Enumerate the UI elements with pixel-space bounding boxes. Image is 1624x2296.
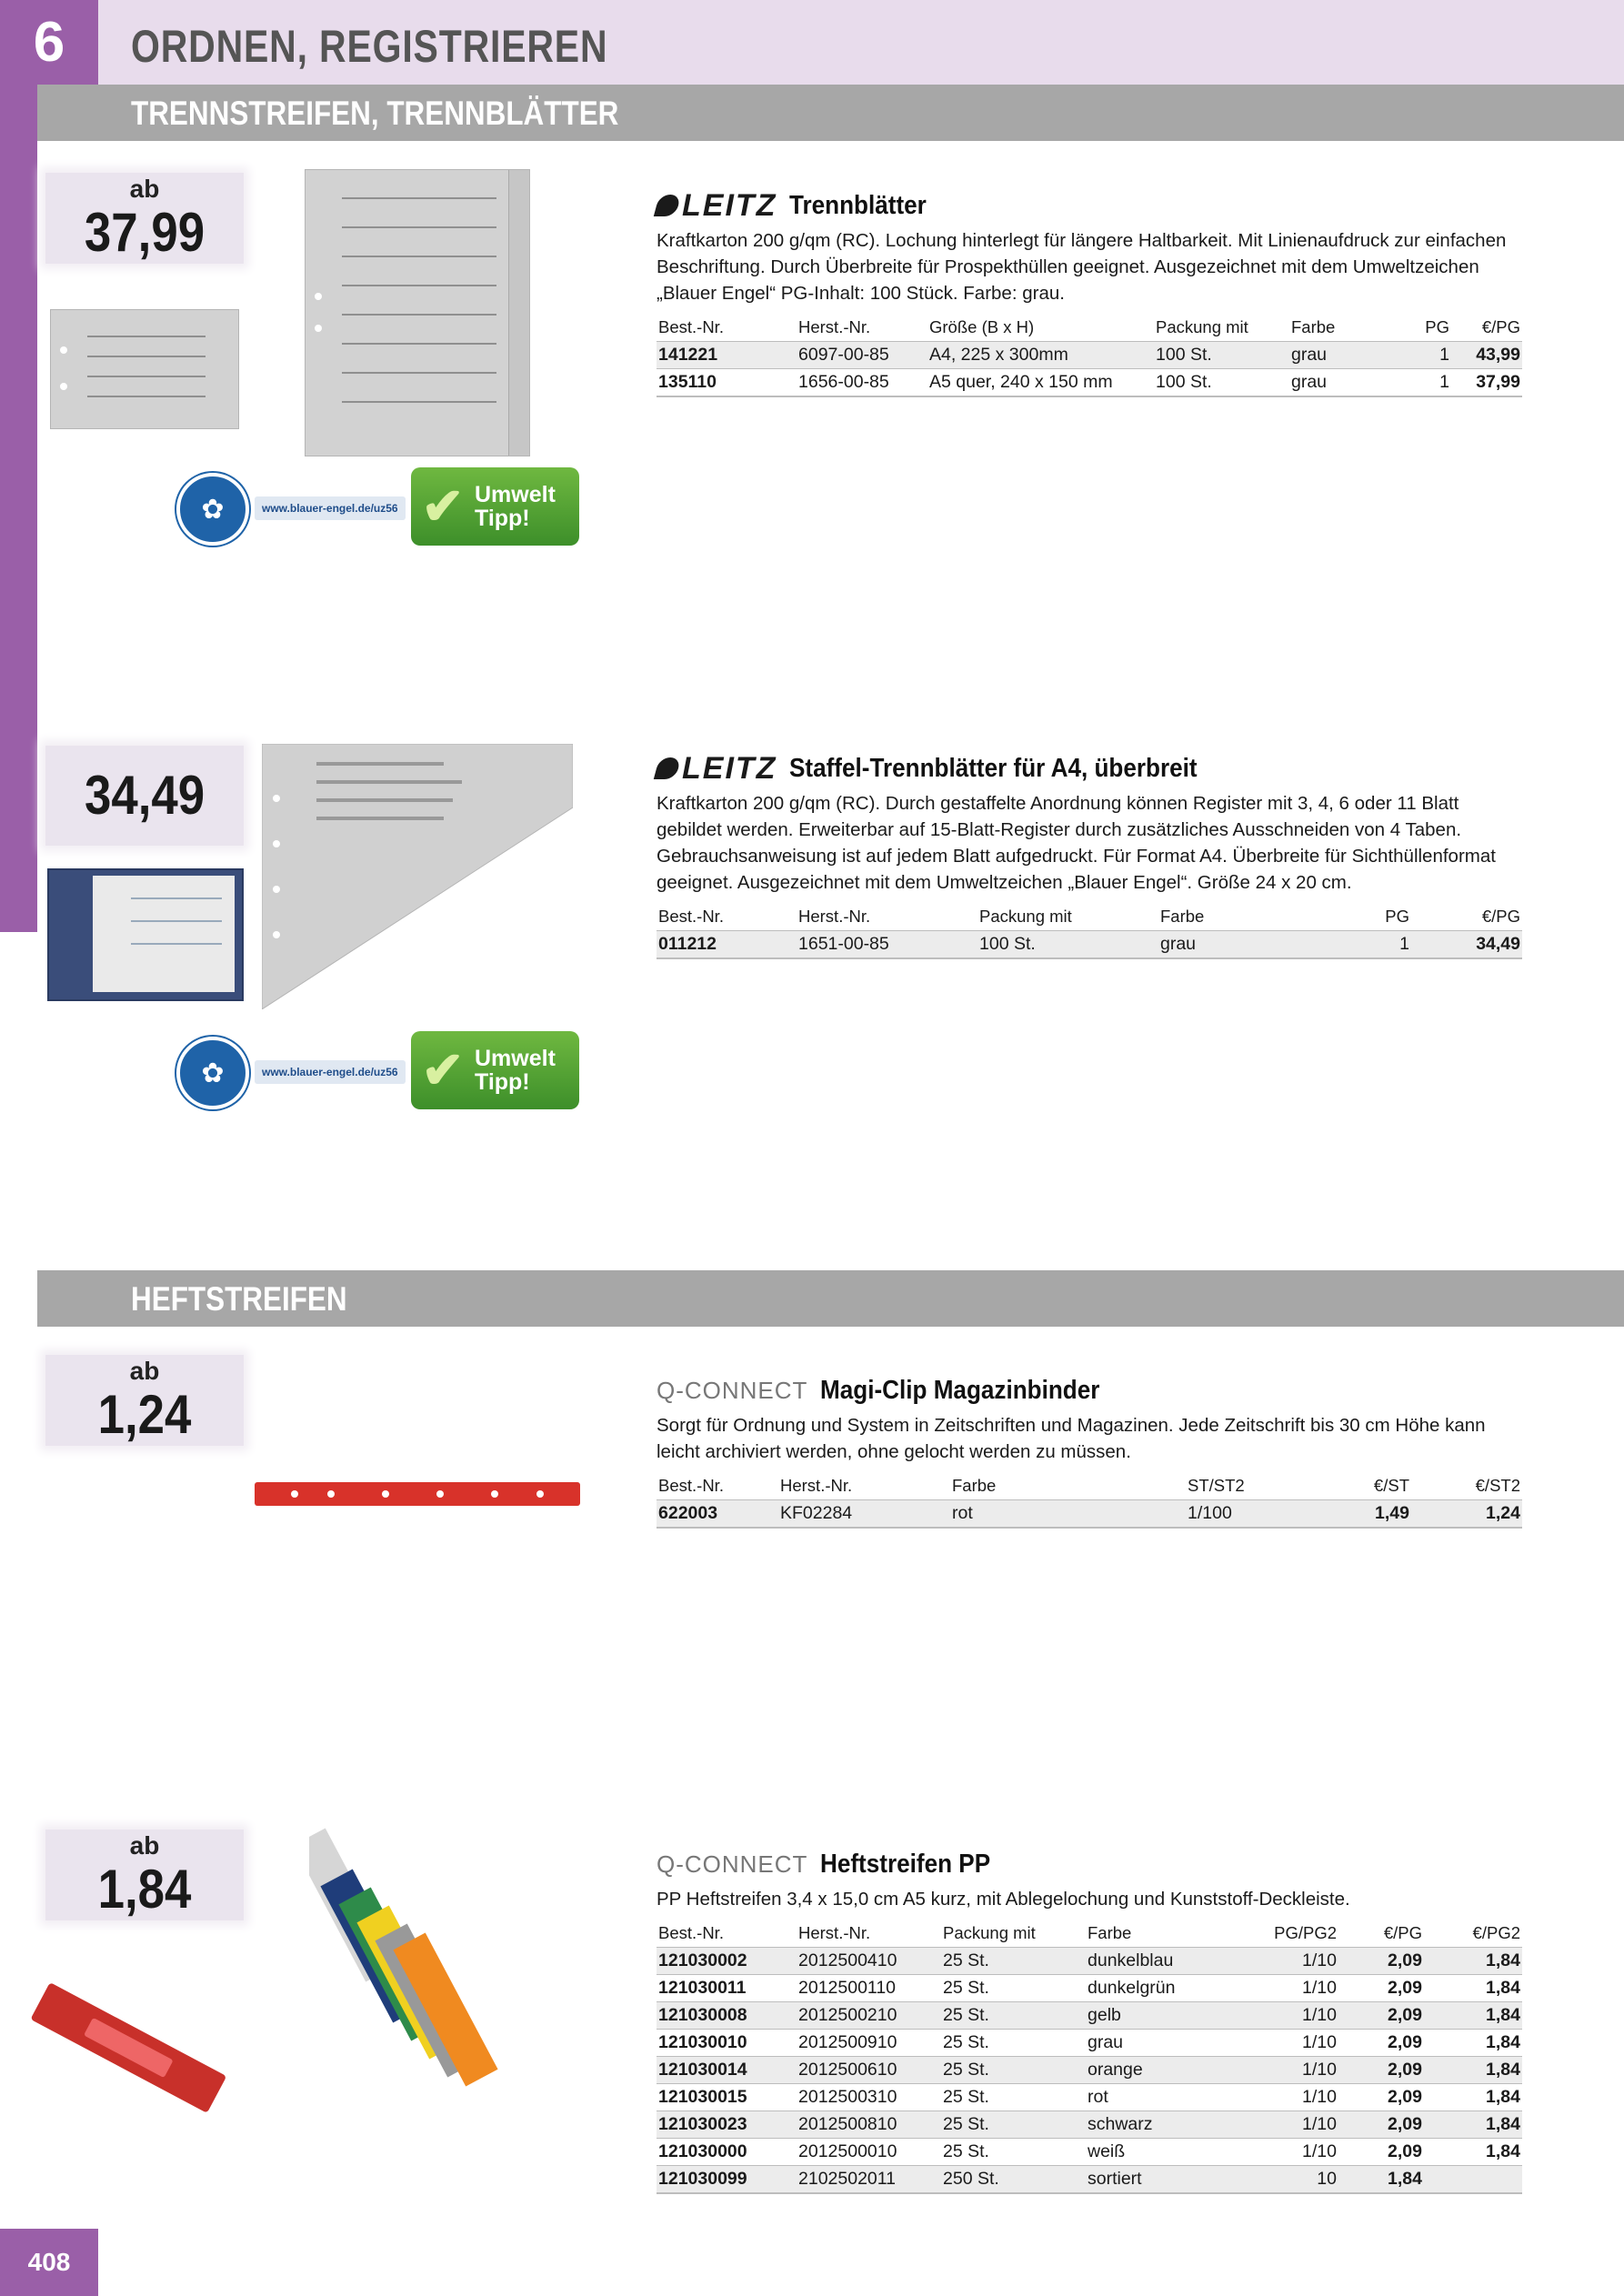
brand-logo-qconnect [657,1850,807,1879]
col-header: PG [1425,317,1449,336]
price-badge-2 [45,746,244,846]
col-header: Farbe [1160,907,1205,926]
product-name: Magi-Clip Magazinbinder [820,1375,1100,1405]
table-row [657,2057,1522,2084]
product-name: Trennblätter [789,190,927,220]
table-row [657,2111,1522,2139]
cell: 1/10 [1271,2139,1338,2166]
product-table [657,1920,1522,2194]
col-header: €/PG [1383,1923,1422,1942]
cell: 2012500610 [797,2057,941,2084]
cell: sortiert [1086,2166,1271,2194]
cell: 1/10 [1271,2084,1338,2111]
cell: 100 St. [1154,342,1289,369]
col-header: €/ST [1373,1476,1409,1495]
price-badge-4 [45,1830,244,1920]
cell: dunkelgrün [1086,1975,1271,2002]
table-row [657,1975,1522,2002]
cell: 1/10 [1271,2057,1338,2084]
product-image-magi-clip [255,1482,580,1506]
price-prefix: ab [129,1831,160,1860]
cell: rot [1086,2084,1271,2111]
brand-logo-leitz [657,188,777,224]
price-value: 34,49 [84,765,206,826]
cell: 2,09 [1338,2111,1424,2139]
cell: 141221 [657,342,797,369]
cell: 25 St. [941,2030,1086,2057]
cell: 6097-00-85 [797,342,927,369]
col-header: Herst.-Nr. [798,317,871,336]
section-title-heftstreifen: HEFTSTREIFEN [131,1280,347,1318]
table-row [657,1948,1522,1975]
cell: 37,99 [1451,369,1522,397]
price-value: 1,24 [97,1384,192,1445]
cell: A4, 225 x 300mm [927,342,1154,369]
cell: 2,09 [1338,2084,1424,2111]
product-trennblaetter [657,187,1522,397]
umwelt-line2: Tipp! [475,506,530,531]
cell: 135110 [657,369,797,397]
table-row [657,2139,1522,2166]
table-row [657,2166,1522,2194]
cell: 25 St. [941,1975,1086,2002]
price-value: 1,84 [97,1859,192,1920]
cell: 100 St. [1154,369,1289,397]
table-row [657,931,1522,959]
cell: 1 [1393,342,1451,369]
chapter-side-bar [0,0,37,932]
cell: 1,84 [1424,2111,1522,2139]
blauer-engel-url: www.blauer-engel.de/uz56 [255,1060,406,1084]
cell: grau [1158,931,1371,959]
col-header: €/ST2 [1475,1476,1520,1495]
cell: 2012500010 [797,2139,941,2166]
blauer-engel-url: www.blauer-engel.de/uz56 [255,496,406,520]
cell: 2102502011 [797,2166,941,2194]
cell: 1,49 [1308,1500,1411,1529]
cell: 25 St. [941,1948,1086,1975]
umwelt-line2: Tipp! [475,1069,530,1095]
umwelt-line1: Umwelt [475,1046,556,1071]
col-header: Packung mit [943,1923,1036,1942]
cell: 121030010 [657,2030,797,2057]
cell: 25 St. [941,2111,1086,2139]
brand-logo-qconnect [657,1377,807,1405]
cell: 1656-00-85 [797,369,927,397]
table-row [657,342,1522,369]
cell: weiß [1086,2139,1271,2166]
blauer-engel-icon: ✿ [176,473,249,546]
price-prefix: ab [129,175,160,203]
cell: 1/10 [1271,1975,1338,2002]
table-row [657,2030,1522,2057]
product-name: Staffel-Trennblätter für A4, überbreit [789,753,1198,783]
cell: 1/10 [1271,1948,1338,1975]
cell: KF02284 [778,1500,950,1529]
price-prefix: ab [129,1357,160,1385]
brand-text: Q-CONNECT [657,1850,808,1878]
col-header: Herst.-Nr. [798,907,871,926]
col-header: €/PG [1481,907,1520,926]
product-table [657,903,1522,959]
cell: 121030015 [657,2084,797,2111]
cell: 622003 [657,1500,778,1529]
col-header: PG [1385,907,1409,926]
cell: schwarz [1086,2111,1271,2139]
price-badge-1 [45,173,244,264]
cell: 2012500410 [797,1948,941,1975]
product-magi-clip [657,1372,1522,1529]
cell: gelb [1086,2002,1271,2030]
price-badge-3 [45,1355,244,1446]
umwelt-tipp-badge [411,1031,579,1109]
product-image-a5-divider [50,309,239,429]
cell: 121030008 [657,2002,797,2030]
product-image-staffel-sheet [262,744,573,1009]
product-table [657,1472,1522,1529]
cell: 2,09 [1338,2002,1424,2030]
cell: orange [1086,2057,1271,2084]
product-image-binder [47,868,244,1001]
cell: 1 [1393,369,1451,397]
cell: A5 quer, 240 x 150 mm [927,369,1154,397]
cell: 1/10 [1271,2030,1338,2057]
product-image-heftstreifen-colors [309,1828,518,2100]
chapter-number: 6 [0,0,98,85]
cell: 1,84 [1424,2084,1522,2111]
cell: 1,84 [1424,2139,1522,2166]
cell: 1,24 [1411,1500,1522,1529]
cell: 1,84 [1424,1948,1522,1975]
col-header: Best.-Nr. [658,907,724,926]
product-description: Sorgt für Ordnung und System in Zeitschriften und Magazinen. Jede Zeitschrift bis 30 cm Höhe kann leicht archiviert werden, ohne gelocht werden zu müssen. [657,1415,1486,1462]
brand-text: LEITZ [682,187,777,223]
cell: 1/10 [1271,2002,1338,2030]
cell: 250 St. [941,2166,1086,2194]
table-row [657,1500,1522,1529]
cell: rot [950,1500,1186,1529]
product-table [657,314,1522,397]
blauer-engel-icon: ✿ [176,1037,249,1109]
col-header: Farbe [1088,1923,1132,1942]
umwelt-tipp-badge [411,467,579,546]
cell: grau [1289,369,1393,397]
product-image-a4-divider [305,169,530,456]
cell: 1,84 [1338,2166,1424,2194]
cell: 2012500310 [797,2084,941,2111]
cell: 2,09 [1338,1975,1424,2002]
col-header: Best.-Nr. [658,1476,724,1495]
cell: grau [1086,2030,1271,2057]
col-header: Herst.-Nr. [798,1923,871,1942]
cell: 1 [1371,931,1411,959]
cell: 2012500210 [797,2002,941,2030]
cell: 011212 [657,931,797,959]
cell: 121030000 [657,2139,797,2166]
col-header: PG/PG2 [1274,1923,1337,1942]
umwelt-line1: Umwelt [475,482,556,507]
cell: grau [1289,342,1393,369]
cell: 25 St. [941,2139,1086,2166]
product-name: Heftstreifen PP [820,1849,991,1879]
cell: 25 St. [941,2002,1086,2030]
cell: 100 St. [977,931,1158,959]
col-header: ST/ST2 [1188,1476,1245,1495]
cell: 121030014 [657,2057,797,2084]
product-image-red-heftstreifen [30,1982,226,2113]
cell: 121030002 [657,1948,797,1975]
section-title-trennstreifen: TRENNSTREIFEN, TRENNBLÄTTER [131,95,619,132]
table-row [657,2002,1522,2030]
cell: 2012500910 [797,2030,941,2057]
col-header: €/PG2 [1472,1923,1520,1942]
cell: 2012500110 [797,1975,941,2002]
cell: 1,84 [1424,2002,1522,2030]
cell: 121030099 [657,2166,797,2194]
cell: 1,84 [1424,2030,1522,2057]
cell: 34,49 [1411,931,1522,959]
cell: 121030011 [657,1975,797,2002]
product-heftstreifen-pp [657,1846,1522,2194]
brand-text: Q-CONNECT [657,1376,808,1404]
col-header: Größe (B x H) [929,317,1035,336]
col-header: Best.-Nr. [658,317,724,336]
cell: 25 St. [941,2084,1086,2111]
product-staffel-trennblaetter [657,750,1522,959]
brand-text: LEITZ [682,750,777,786]
product-description: Kraftkarton 200 g/qm (RC). Lochung hinterlegt für längere Haltbarkeit. Mit Linienaufdruck zur einfachen Beschriftung. Durch Überbreite für Prospekthüllen geeignet. Ausgezeichnet mit dem Umweltzeichen „Blauer Engel“ PG-Inhalt: 100 Stück. Farbe: grau. [657,230,1507,304]
cell: 2,09 [1338,2057,1424,2084]
check-icon: ✔ [421,1041,465,1098]
cell: dunkelblau [1086,1948,1271,1975]
cell: 1/10 [1271,2111,1338,2139]
page-title: ORDNEN, REGISTRIEREN [131,21,608,72]
price-value: 37,99 [84,202,206,263]
cell: 2,09 [1338,1948,1424,1975]
cell: 1651-00-85 [797,931,977,959]
cell: 2,09 [1338,2030,1424,2057]
col-header: Farbe [952,1476,997,1495]
cell [1424,2166,1522,2194]
cell: 1,84 [1424,2057,1522,2084]
product-description: PP Heftstreifen 3,4 x 15,0 cm A5 kurz, mit Ablegelochung und Kunststoff-Deckleiste. [657,1889,1350,1910]
cell: 1/100 [1186,1500,1308,1529]
col-header: Farbe [1291,317,1336,336]
cell: 1,84 [1424,1975,1522,2002]
cell: 10 [1271,2166,1338,2194]
cell: 43,99 [1451,342,1522,369]
table-row [657,2084,1522,2111]
page-number: 408 [0,2229,98,2296]
col-header: Packung mit [1156,317,1248,336]
cell: 2,09 [1338,2139,1424,2166]
col-header: €/PG [1481,317,1520,336]
cell: 25 St. [941,2057,1086,2084]
col-header: Best.-Nr. [658,1923,724,1942]
cell: 2012500810 [797,2111,941,2139]
table-row [657,369,1522,397]
product-description: Kraftkarton 200 g/qm (RC). Durch gestaffelte Anordnung können Register mit 3, 4, 6 oder 11 Blatt gebildet werden. Erweiterbar auf 15-Blatt-Register durch zusätzliches Ausschneiden von 4 Taben. Gebrauchsanweisung ist auf jedem Blatt aufgedruckt. Für Format A4. Überbreite für Sichthüllenformat geeignet. Ausgezeichnet mit dem Umweltzeichen „Blauer Engel“. Größe 24 x 20 cm. [657,793,1496,893]
col-header: Herst.-Nr. [780,1476,853,1495]
cell: 121030023 [657,2111,797,2139]
col-header: Packung mit [979,907,1072,926]
check-icon: ✔ [421,477,465,535]
brand-logo-leitz [657,751,777,787]
